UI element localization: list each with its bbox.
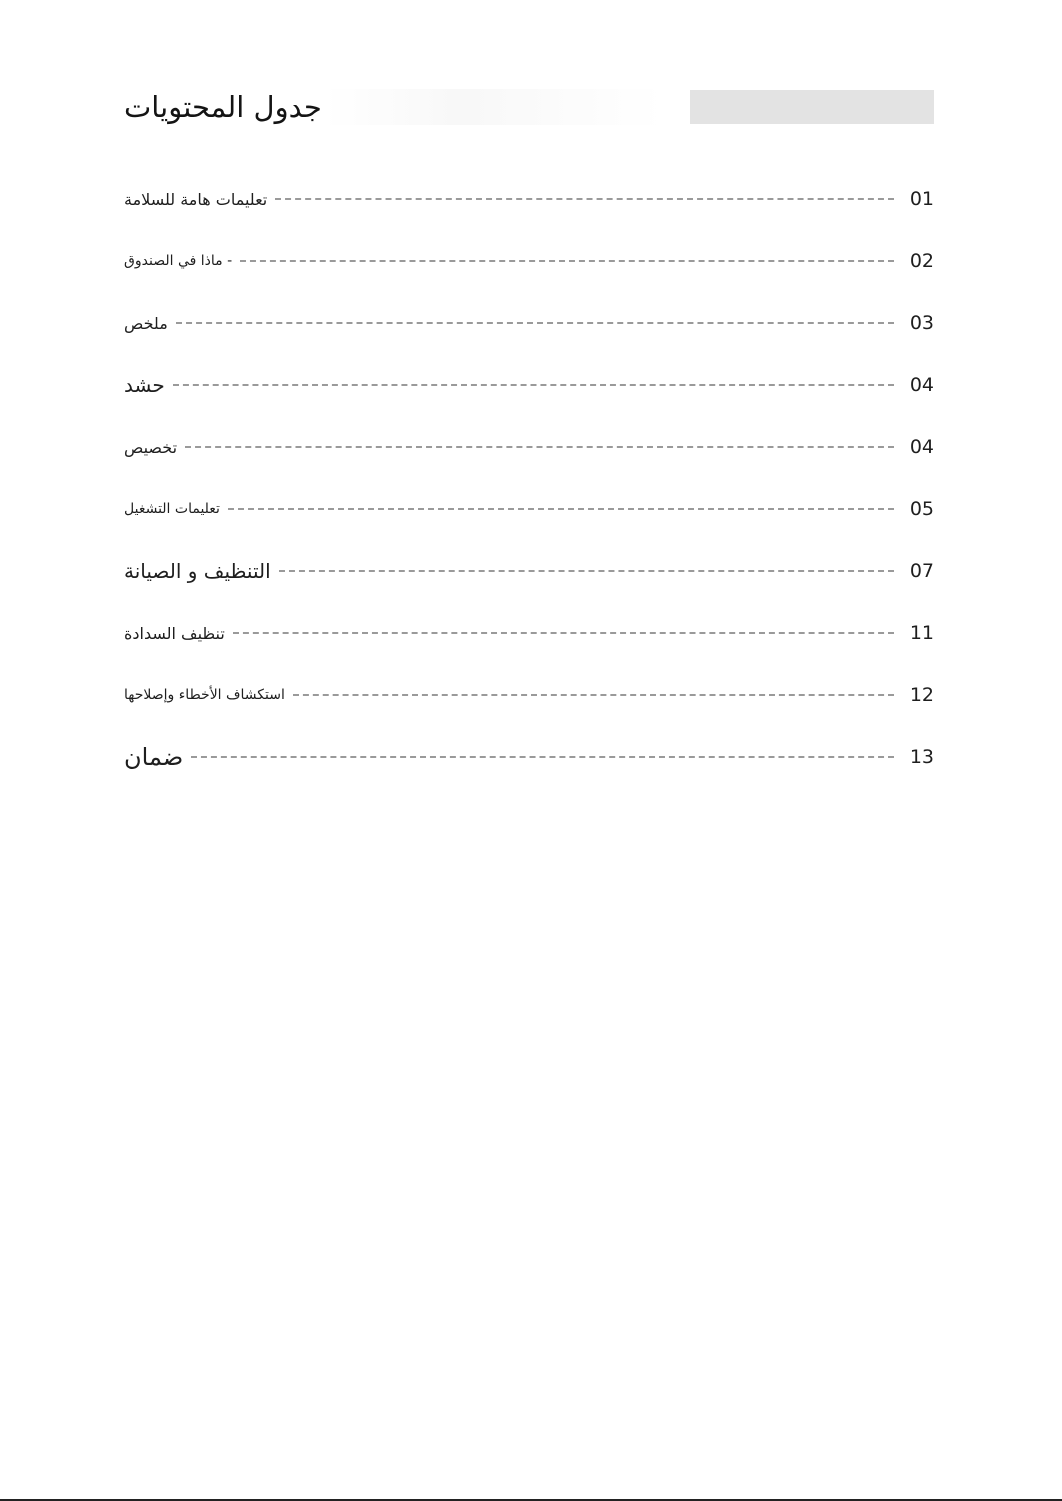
toc-leader-dots <box>233 632 894 634</box>
toc-entry[interactable] <box>124 486 934 532</box>
toc-entry-label: ضمان <box>124 743 184 771</box>
toc-entry-page: 03 <box>909 312 934 334</box>
toc-entry-page: 13 <box>909 746 934 768</box>
toc-leader-dots <box>228 508 894 510</box>
toc-entry-page: 05 <box>909 498 934 520</box>
toc-entry-label: حشد <box>124 373 165 397</box>
toc-entry-page: 04 <box>909 436 934 458</box>
toc-entry-label: - ماذا في الصندوق <box>124 253 233 269</box>
toc-leader-dots <box>275 198 894 200</box>
toc-entry-page: 02 <box>909 250 934 272</box>
toc-leader-dots <box>293 694 894 696</box>
toc-entry[interactable] <box>124 176 934 222</box>
header-bar <box>690 90 934 124</box>
toc-header <box>124 86 934 128</box>
toc-entry-label: استكشاف الأخطاء وإصلاحها <box>124 687 285 703</box>
toc-entry[interactable] <box>124 300 934 346</box>
toc-entry-label: تنظيف السدادة <box>124 623 225 643</box>
toc-entry[interactable] <box>124 610 934 656</box>
toc-entry[interactable] <box>124 548 934 594</box>
toc-entry-page: 11 <box>909 622 934 644</box>
toc-leader-dots <box>279 570 894 572</box>
header-fade <box>324 89 664 125</box>
toc-entry[interactable] <box>124 734 934 780</box>
toc-entry-page: 12 <box>909 684 934 706</box>
toc-entry-page: 07 <box>909 560 934 582</box>
toc-leader-dots <box>185 446 894 448</box>
toc-leader-dots <box>173 384 894 386</box>
toc-entry-label: ملخص <box>124 313 168 333</box>
toc-entry[interactable] <box>124 424 934 470</box>
toc-leader-dots <box>240 260 894 262</box>
toc-entry-page: 04 <box>909 374 934 396</box>
toc-entry-label: تعليمات هامة للسلامة <box>124 189 268 209</box>
toc-leader-dots <box>191 756 894 758</box>
toc-entry-label: التنظيف و الصيانة <box>124 559 271 583</box>
toc-entry-label: تخصيص <box>124 437 178 457</box>
toc-entry[interactable] <box>124 672 934 718</box>
toc-entry[interactable] <box>124 362 934 408</box>
toc-leader-dots <box>176 322 894 324</box>
toc-entry-page: 01 <box>909 188 934 210</box>
toc-entry-label: تعليمات التشغيل <box>124 501 220 517</box>
toc-entry[interactable] <box>124 238 934 284</box>
page-title: جدول المحتويات <box>124 90 322 124</box>
